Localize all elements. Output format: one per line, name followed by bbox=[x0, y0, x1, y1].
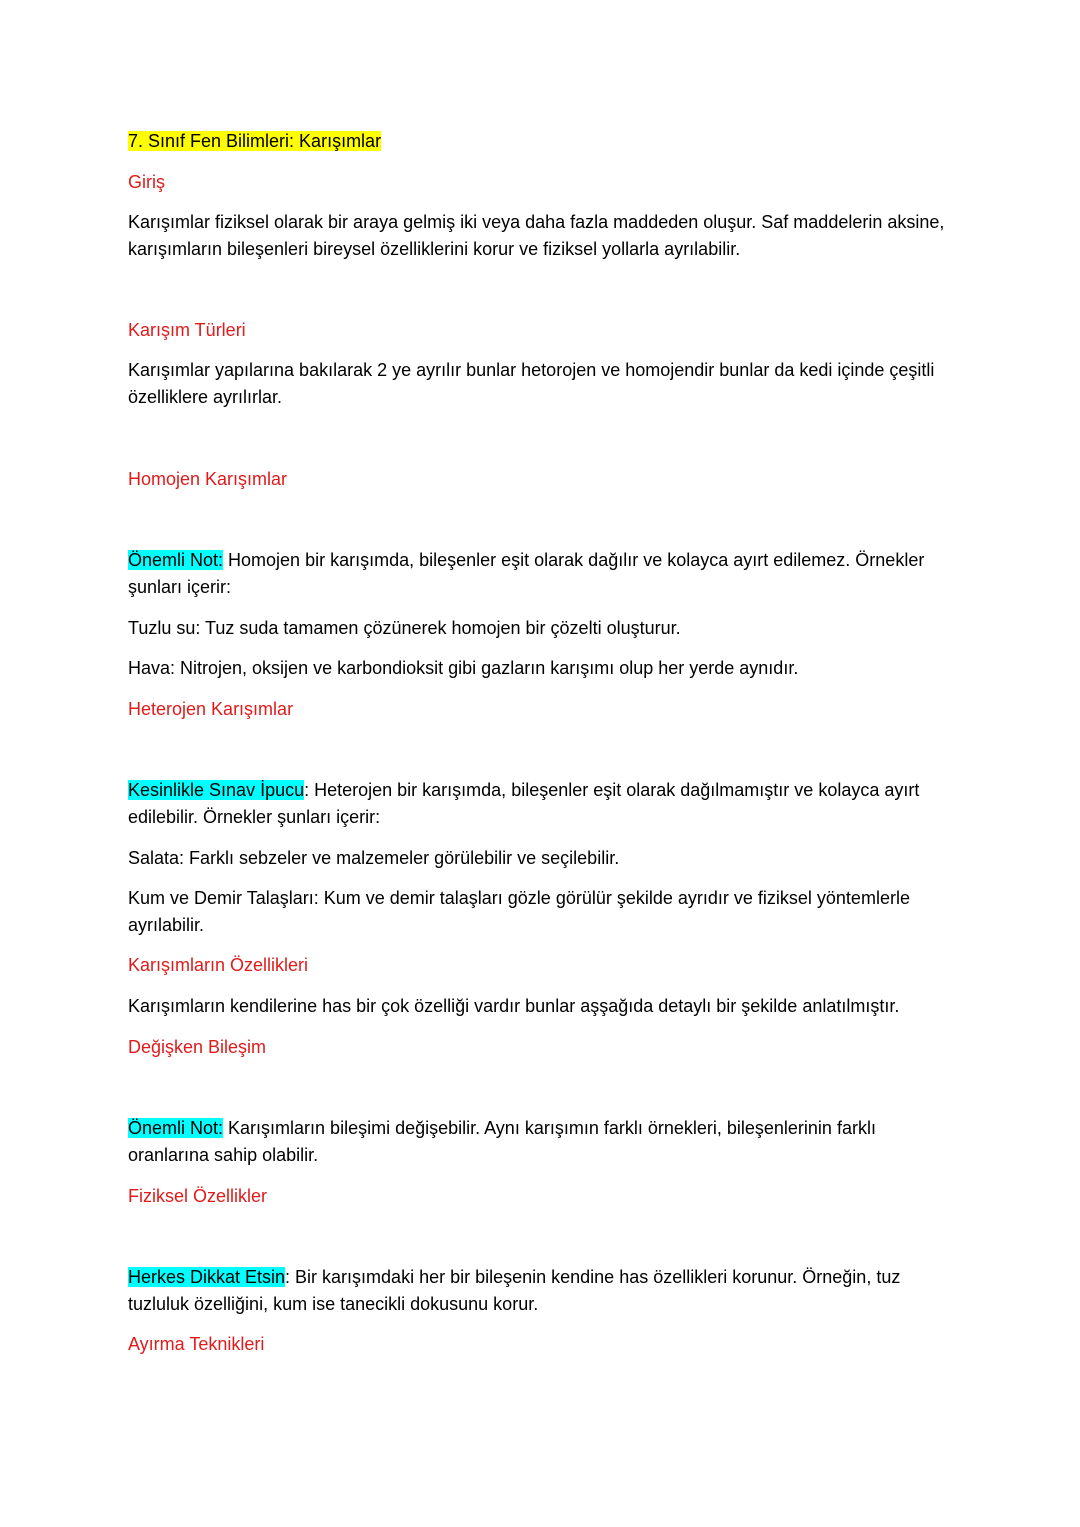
note-degisken bbox=[128, 1115, 958, 1169]
example-tuzlu-su: Tuzlu su: Tuz suda tamamen çözünerek homojen bir çözelti oluşturur. bbox=[128, 618, 681, 638]
paragraph-giris: Karışımlar fiziksel olarak bir araya gelmiş iki veya daha fazla maddeden oluşur. Saf maddelerin aksine, karışımların bileşenleri bireysel özelliklerini korur ve fiziksel yollarla ayrılabilir. bbox=[128, 212, 945, 259]
note-fiziksel bbox=[128, 1264, 958, 1318]
example-kum: Kum ve Demir Talaşları: Kum ve demir talaşları gözle görülür şekilde ayrıdır ve fiziksel yöntemlerle ayrılabilir. bbox=[128, 888, 910, 935]
example-salata: Salata: Farklı sebzeler ve malzemeler görülebilir ve seçilebilir. bbox=[128, 848, 620, 868]
heading-karisim-turleri: Karışım Türleri bbox=[128, 320, 246, 340]
heading-ozellikler: Karışımların Özellikleri bbox=[128, 955, 309, 975]
note-text-heterojen: : Heterojen bir karışımda, bileşenler eşit olarak dağılmamıştır ve kolayca ayırt edilebilir. Örnekler şunları içerir: bbox=[128, 780, 920, 827]
example-hava: Hava: Nitrojen, oksijen ve karbondioksit gibi gazların karışımı olup her yerde aynıdır. bbox=[128, 658, 799, 678]
note-heterojen bbox=[128, 777, 958, 831]
note-label-degisken: Önemli Not: bbox=[128, 1118, 224, 1138]
paragraph-ozellikler: Karışımların kendilerine has bir çok özelliği vardır bunlar aşşağıda detaylı bir şekilde anlatılmıştır. bbox=[128, 996, 900, 1016]
note-text-fiziksel: : Bir karışımdaki her bir bileşenin kendine has özellikleri korunur. Örneğin, tuz tuzluluk özelliğini, kum ise tanecikli dokusunu korur. bbox=[128, 1267, 901, 1314]
note-label-fiziksel: Herkes Dikkat Etsin bbox=[128, 1267, 286, 1287]
heading-giris: Giriş bbox=[128, 172, 165, 192]
heading-heterojen: Heterojen Karışımlar bbox=[128, 699, 294, 719]
document-title bbox=[128, 128, 958, 155]
paragraph-karisim-turleri: Karışımlar yapılarına bakılarak 2 ye ayrılır bunlar hetorojen ve homojendir bunlar da kedi içinde çeşitli özelliklere ayrılırlar. bbox=[128, 360, 935, 407]
title-highlight: 7. Sınıf Fen Bilimleri: Karışımlar bbox=[128, 131, 382, 151]
note-text-homojen: Homojen bir karışımda, bileşenler eşit olarak dağılır ve kolayca ayırt edilemez. Örnekler şunları içerir: bbox=[128, 550, 925, 597]
heading-homojen: Homojen Karışımlar bbox=[128, 469, 288, 489]
note-label-heterojen: Kesinlikle Sınav İpucu bbox=[128, 780, 305, 800]
note-text-degisken: Karışımların bileşimi değişebilir. Aynı karışımın farklı örnekleri, bileşenlerinin farklı oranlarına sahip olabilir. bbox=[128, 1118, 876, 1165]
note-label-homojen: Önemli Not: bbox=[128, 550, 224, 570]
heading-degisken-bilesim: Değişken Bileşim bbox=[128, 1037, 267, 1057]
heading-ayirma-teknikleri: Ayırma Teknikleri bbox=[128, 1334, 265, 1354]
note-homojen bbox=[128, 547, 958, 601]
heading-fiziksel-ozellikler: Fiziksel Özellikler bbox=[128, 1186, 268, 1206]
